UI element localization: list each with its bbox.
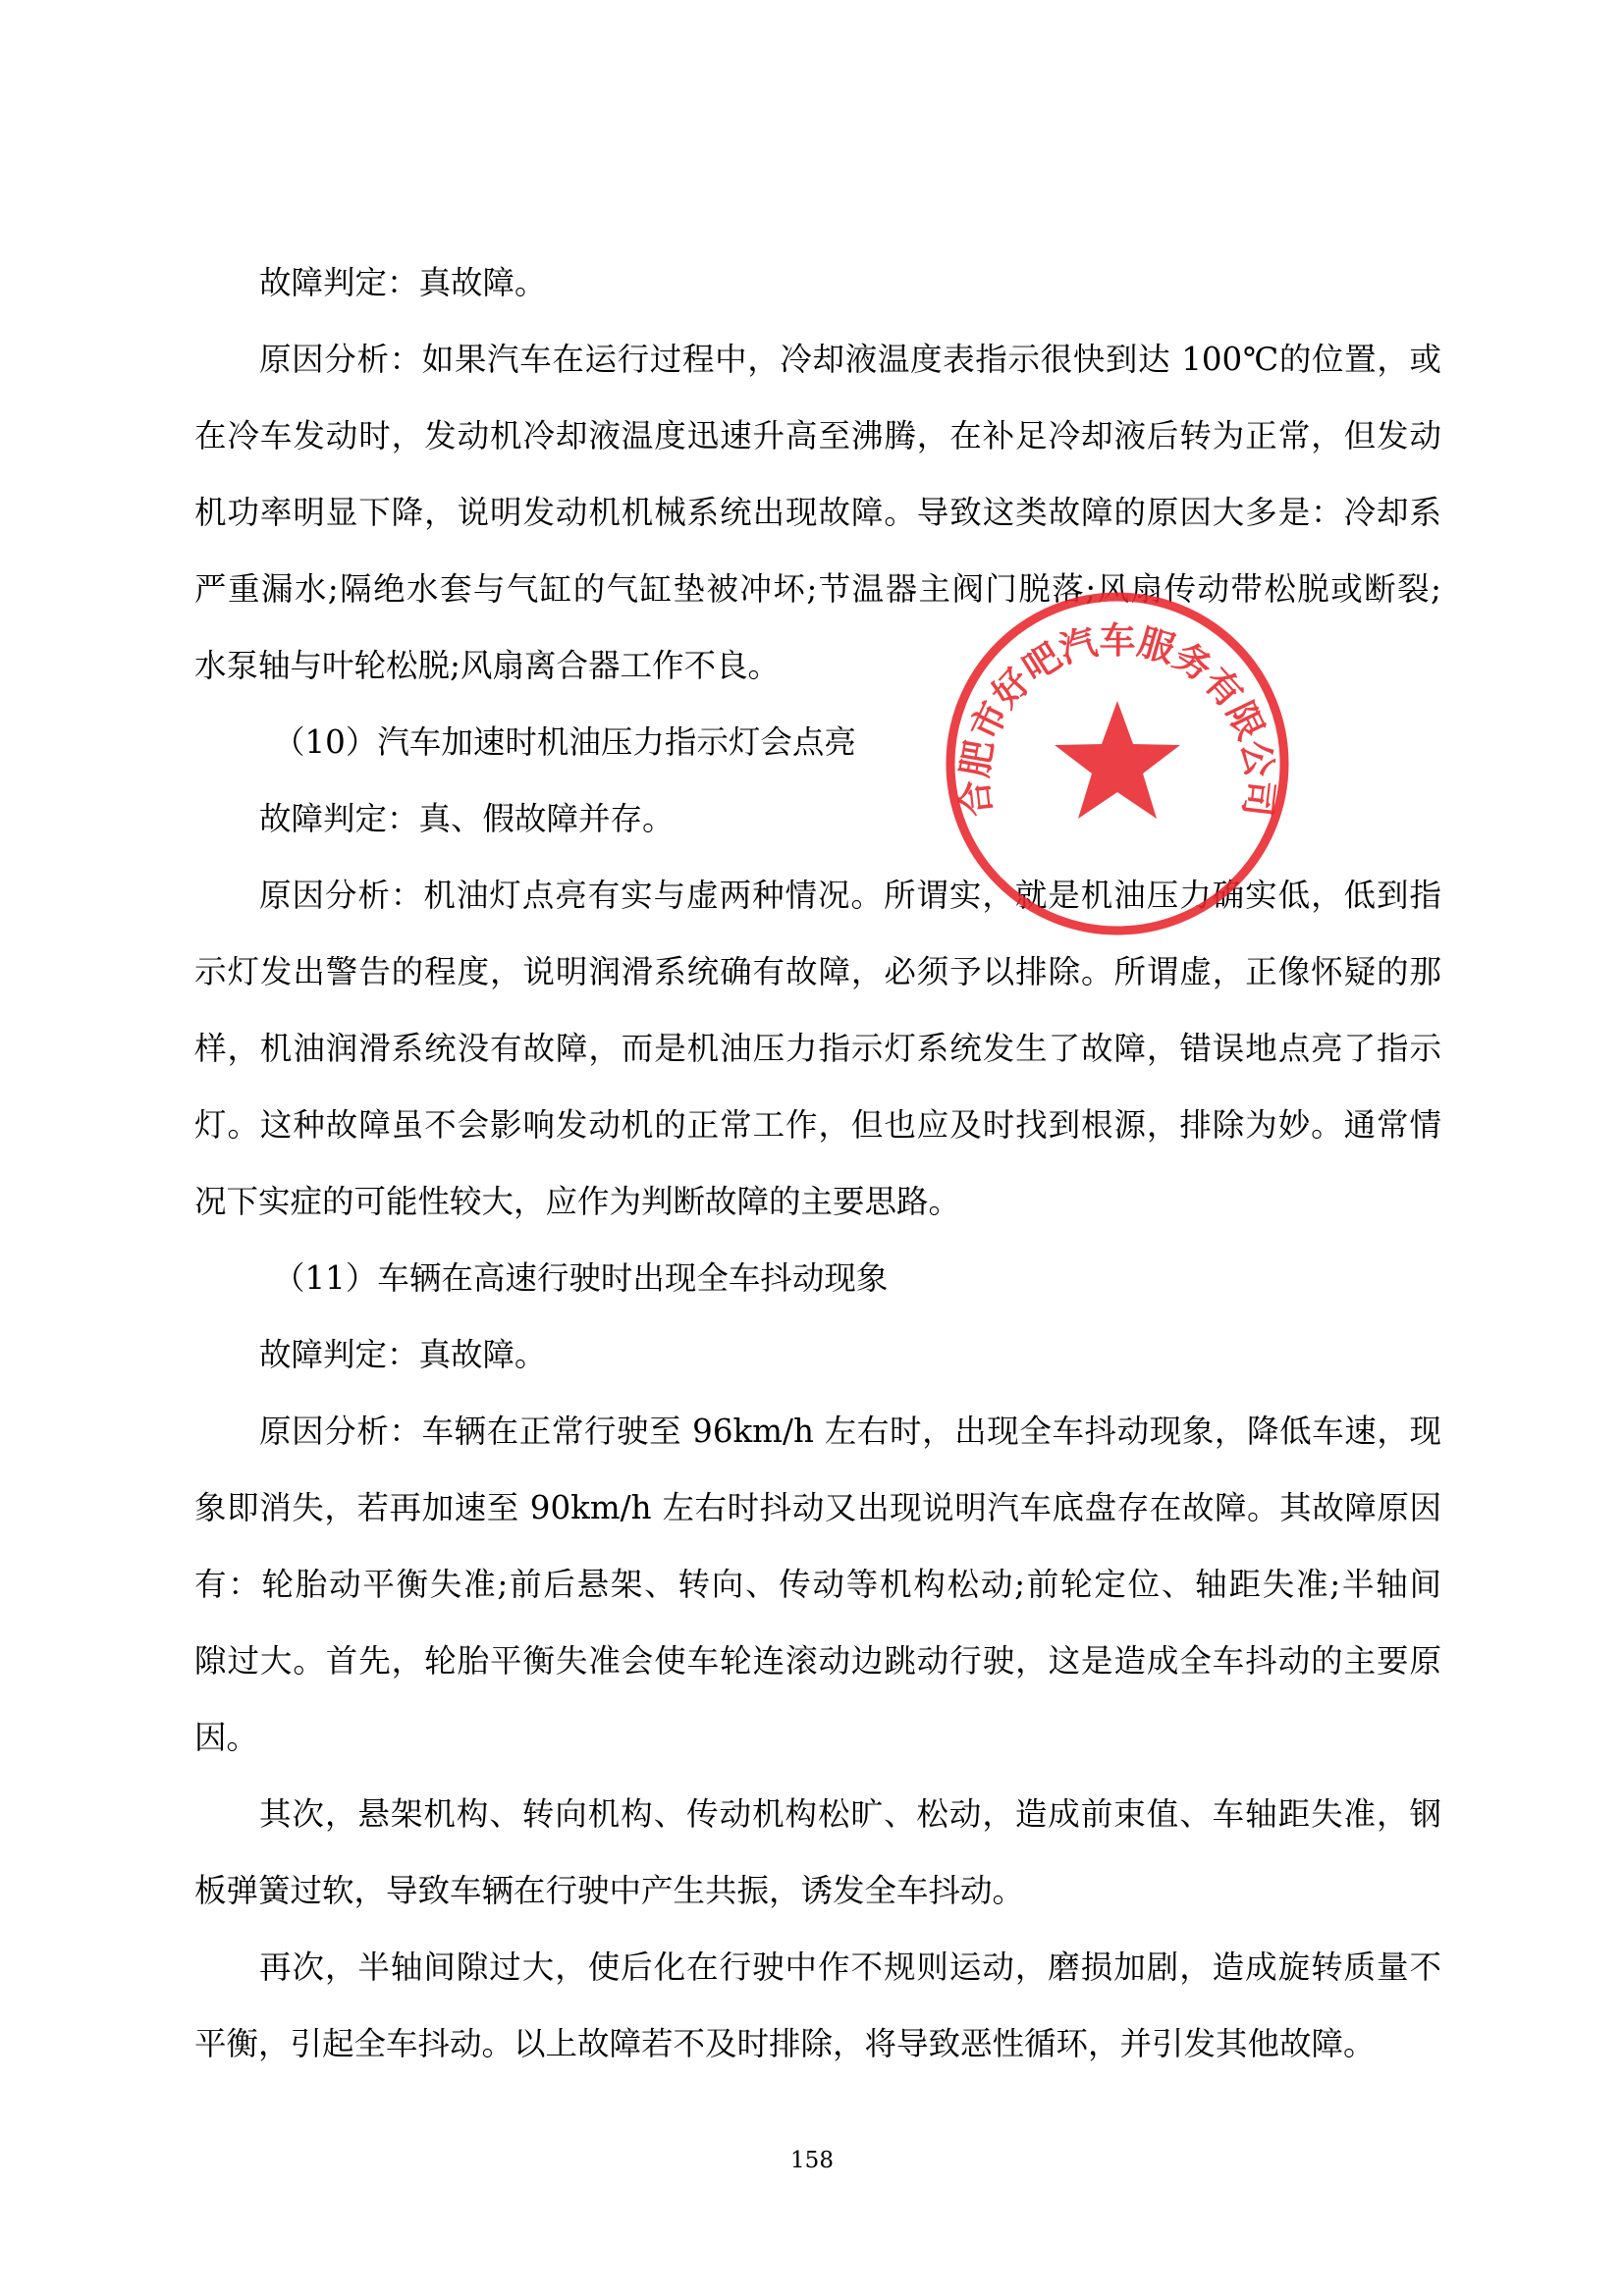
paragraph-line: 严重漏水;隔绝水套与气缸的气缸垫被冲坏;节温器主阀门脱落;风扇传动带松脱或断裂; bbox=[194, 570, 1441, 608]
paragraph-line: 在冷车发动时，发动机冷却液温度迅速升高至沸腾，在补足冷却液后转为正常，但发动 bbox=[194, 417, 1441, 454]
paragraph-line: 隙过大。首先，轮胎平衡失准会使车轮连滚动边跳动行驶，这是造成全车抖动的主要原 bbox=[194, 1642, 1441, 1680]
page-number: 158 bbox=[790, 2148, 834, 2173]
paragraph-line: 故障判定：真、假故障并存。 bbox=[259, 800, 675, 837]
paragraph-line: 样，机油润滑系统没有故障，而是机油压力指示灯系统发生了故障，错误地点亮了指示 bbox=[194, 1030, 1441, 1067]
paragraph-line: 原因分析：如果汽车在运行过程中，冷却液温度表指示很快到达 100℃的位置，或 bbox=[259, 341, 1441, 378]
seal-star-icon bbox=[1055, 701, 1180, 819]
section-heading: （11）车辆在高速行驶时出现全车抖动现象 bbox=[273, 1259, 889, 1297]
paragraph-line: 板弹簧过软，导致车辆在行驶中产生共振，诱发全车抖动。 bbox=[194, 1872, 1025, 1909]
paragraph-line: 有：轮胎动平衡失准;前后悬架、转向、传动等机构松动;前轮定位、轴距失准;半轴间 bbox=[194, 1566, 1441, 1603]
paragraph-line: 示灯发出警告的程度，说明润滑系统确有故障，必须予以排除。所谓虚，正像怀疑的那 bbox=[194, 953, 1441, 990]
paragraph-line: 平衡，引起全车抖动。以上故障若不及时排除，将导致恶性循环，并引发其他故障。 bbox=[194, 2025, 1376, 2062]
paragraph-line: 故障判定：真故障。 bbox=[259, 264, 547, 301]
section-heading: （10）汽车加速时机油压力指示灯会点亮 bbox=[273, 723, 856, 761]
company-seal-stamp bbox=[941, 587, 1294, 940]
paragraph-line: 机功率明显下降，说明发动机机械系统出现故障。导致这类故障的原因大多是：冷却系 bbox=[194, 494, 1441, 531]
paragraph-line: 原因分析：车辆在正常行驶至 96km/h 左右时，出现全车抖动现象，降低车速，现 bbox=[259, 1413, 1441, 1450]
paragraph-line: 原因分析：机油灯点亮有实与虚两种情况。所谓实，就是机油压力确实低，低到指 bbox=[259, 877, 1441, 914]
paragraph-line: 故障判定：真故障。 bbox=[259, 1336, 547, 1373]
seal-arc-text: 合肥市好吧汽车服务有限公司 bbox=[952, 619, 1282, 820]
paragraph-line: 灯。这种故障虽不会影响发动机的正常工作，但也应及时找到根源，排除为妙。通常情 bbox=[194, 1106, 1441, 1144]
paragraph-line: 再次，半轴间隙过大，使后化在行驶中作不规则运动，磨损加剧，造成旋转质量不 bbox=[259, 1949, 1441, 1986]
paragraph-line: 其次，悬架机构、转向机构、传动机构松旷、松动，造成前束值、车轴距失准，钢 bbox=[259, 1795, 1441, 1833]
paragraph-line: 况下实症的可能性较大，应作为判断故障的主要思路。 bbox=[194, 1183, 961, 1220]
paragraph-line: 因。 bbox=[194, 1719, 259, 1756]
paragraph-line: 象即消失，若再加速至 90km/h 左右时抖动又出现说明汽车底盘存在故障。其故障原因 bbox=[194, 1489, 1441, 1526]
paragraph-line: 水泵轴与叶轮松脱;风扇离合器工作不良。 bbox=[194, 647, 780, 684]
